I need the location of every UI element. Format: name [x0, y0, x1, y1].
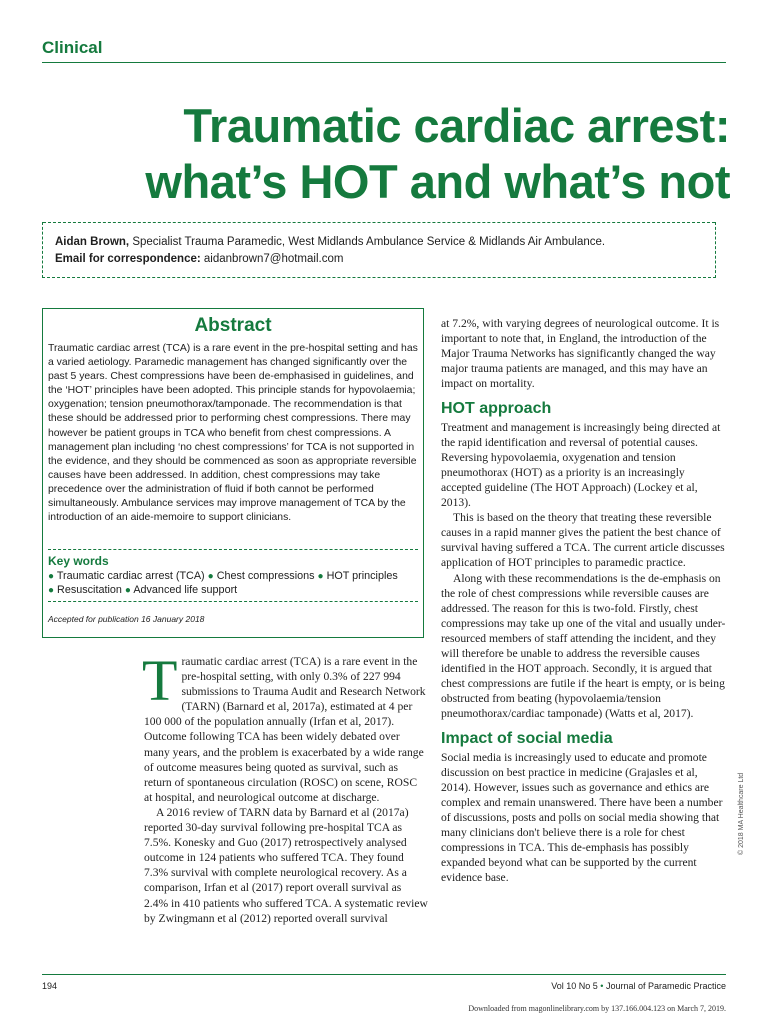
keyword: HOT principles — [326, 570, 398, 582]
title-line-1: Traumatic cardiac arrest: — [183, 99, 730, 152]
bullet-icon: ● — [48, 571, 55, 582]
bullet-icon: ● — [124, 585, 131, 596]
footer-rule — [42, 974, 726, 975]
author-line — [55, 234, 715, 251]
author-box-top-border — [43, 222, 715, 223]
heading-hot-approach: HOT approach — [441, 400, 552, 418]
body-paragraph: Treatment and management is increasingly being directed at the rapid identification and reversal of potential causes. Reversing hypovolaemia, oxygenation and tension pneumothorax (HOT) as a priority is an increasingly accepted guideline (The HOT Approach) (Lockey et al, 2013). — [441, 420, 721, 510]
abstract-box — [42, 308, 424, 638]
email-address[interactable]: aidanbrown7@hotmail.com — [200, 253, 344, 265]
intro-paragraph — [142, 648, 428, 805]
journal-volume: Vol 10 No 5 — [551, 981, 598, 991]
body-paragraph: This is based on the theory that treating these reversible causes in a rapid manner gives the patient the best chance of survival having suffered a TCA. The current article discusses application of HOT principles to paramedic practice. — [441, 511, 725, 570]
drop-cap: T — [142, 648, 178, 713]
keywords-heading: Key words — [48, 554, 109, 568]
keywords-divider — [48, 549, 418, 550]
body-paragraph: at 7.2%, with varying degrees of neurological outcome. It is important to note that, in England, the introduction of the Major Trauma Networks has significantly changed the way major trauma patients are managed, and this may have an impact on mortality. — [441, 317, 720, 391]
body-paragraph: Along with these recommendations is the de-emphasis on the role of chest compressions while reversible causes are addressed. The reason for this is two-fold. Firstly, chest compressions may take up one of the vital and usually under-resourced members of staff attending the incident, and they will therefore be unable to address the reversible causes identified in the HOT approach. Secondly, it is argued that chest compressions are futile if the heart is empty, or is being obstructed from beating (hypovolaemia/tension pneumothorax/cardiac tamponade) (Watts et al, 2017). — [441, 571, 726, 721]
keyword: Resuscitation — [57, 584, 122, 596]
header-rule — [42, 62, 726, 63]
body-column-1 — [142, 648, 428, 926]
keyword: Advanced life support — [133, 584, 238, 596]
author-box — [42, 222, 716, 278]
bullet-icon: ● — [48, 585, 55, 596]
body-paragraph: A 2016 review of TARN data by Barnard et al (2017a) reported 30-day survival following pre-hospital TCA as 7.5%. Konesky and Guo (2017) retrospectively analysed outcome in 124 patients who suffered TCA. They found 7.3% survival with complete neurological recovery. As a comparison, Irfan et al (2017) report overall survival as 2.4% in 410 patients who suffered TCA. A systematic review by Zwingmann et al (2012) reported overall survival — [144, 805, 428, 925]
journal-name: Journal of Paramedic Practice — [605, 981, 726, 991]
keyword: Traumatic cardiac arrest (TCA) — [56, 570, 205, 582]
keyword: Chest compressions — [216, 570, 315, 582]
abstract-text: Traumatic cardiac arrest (TCA) is a rare event in the pre-hospital setting and has a varied aetiology. Paramedic management has changed significantly over the past 5 years. Chest compressions have been de-emphasised in guidelines, and the ‘HOT’ principles have been adopted. This principle stands for hypovolaemia; oxygenation; tension pneumothorax/tamponade. The recommendation is that these should be addressed prior to performing chest compressions. There may however be patient groups in TCA who benefit from chest compressions. A management plan including ‘no chest compressions’ for TCA is not supported in the evidence, and they should be commenced as soon as appropriate reversible causes have been addressed. In addition, chest compressions may take precedence over the administration of fluid if both cannot be performed simultaneously. Ambulance services may improve management of TCA by the introduction of an aide-memoire to support clinicians. — [48, 343, 418, 524]
abstract-heading: Abstract — [194, 315, 272, 336]
author-name: Aidan Brown, — [55, 236, 130, 248]
intro-text: raumatic cardiac arrest (TCA) is a rare event in the pre-hospital setting, with only 0.3% of 227 994 submissions to Trauma Audit and Research Network (TARN) (Barnard et al, 2017a), estimated at 4 per 100 000 of the population annually (Irfan et al, 2017). Outcome following TCA has been widely debated over many years, and the problem is exacerbated by a wide range of outcome measures being quoted as survival, such as return of spontaneous circulation (ROSC) on scene, ROSC at hospital, and neurological outcome at discharge. — [144, 655, 426, 804]
article-title — [90, 98, 730, 210]
body-paragraph: Social media is increasingly used to educate and promote discussion on best practice in medicine (Grajasles et al, 2014). However, issues such as governance and ethics are complex and remain unanswered. There have been a number of discussions, posts and polls on social media showing that many clinicians don't believe there is a role for chest compressions in TCA. This de-emphasis has possibly expanded beyond what can be supported by the current evidence base. — [441, 750, 723, 885]
keywords-line-2 — [48, 584, 237, 596]
email-label: Email for correspondence: — [55, 253, 201, 265]
journal-info — [551, 981, 726, 991]
copyright-credit: © 2018 MA Healthcare Ltd — [738, 772, 745, 855]
keywords-line-1 — [48, 570, 398, 582]
heading-social-media: Impact of social media — [441, 730, 613, 748]
accepted-divider — [48, 601, 418, 602]
title-line-2: what’s HOT and what’s not — [145, 155, 730, 208]
bullet-icon: ● — [317, 571, 324, 582]
page-number: 194 — [42, 981, 58, 991]
author-affiliation: Specialist Trauma Paramedic, West Midlands Ambulance Service & Midlands Air Ambulance. — [129, 236, 606, 248]
download-notice: Downloaded from magonlinelibrary.com by 137.166.004.123 on March 7, 2019. — [468, 1004, 726, 1013]
journal-separator: • — [597, 981, 606, 991]
section-label: Clinical — [42, 38, 103, 57]
email-line — [55, 251, 715, 268]
bullet-icon: ● — [207, 571, 214, 582]
accepted-date: Accepted for publication 16 January 2018 — [48, 614, 205, 624]
body-column-2 — [441, 316, 728, 885]
